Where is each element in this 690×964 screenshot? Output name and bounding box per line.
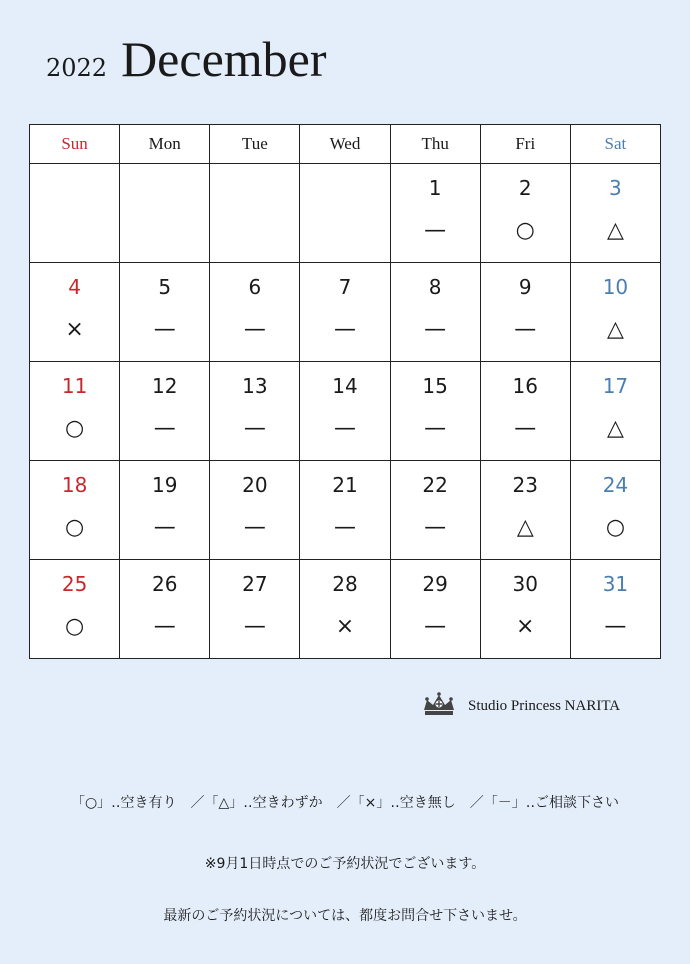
- weekday-tue: Tue: [210, 125, 300, 164]
- calendar-day-cell: [120, 560, 210, 659]
- calendar-day-cell: [300, 362, 390, 461]
- day-number: 18: [61, 473, 88, 497]
- availability-mark: △: [606, 416, 624, 441]
- availability-mark: —: [333, 515, 356, 540]
- day-number: [120, 176, 209, 202]
- availability-mark: [300, 218, 389, 244]
- studio-name: Studio Princess NARITA: [468, 697, 621, 714]
- calendar-day-cell: [300, 263, 390, 362]
- weekday-fri: Fri: [480, 125, 570, 164]
- day-number: 12: [151, 374, 178, 398]
- calendar-grid: [29, 124, 661, 659]
- day-number: 6: [248, 275, 262, 299]
- calendar-week-row: [30, 560, 661, 659]
- calendar-day-cell: [480, 362, 570, 461]
- availability-mark: —: [424, 614, 447, 639]
- day-number: 1: [428, 176, 442, 200]
- legend-note: 「○」‥空き有り ／「△」‥空きわずか ／「×」‥空き無し ／「－」‥ご相談下さい: [70, 795, 620, 811]
- availability-mark: —: [514, 416, 537, 441]
- calendar-day-cell: [390, 263, 480, 362]
- availability-mark: ○: [515, 218, 535, 243]
- calendar-day-cell: [210, 164, 300, 263]
- day-number: 14: [332, 374, 358, 398]
- day-number: 24: [602, 473, 629, 497]
- day-number: 3: [609, 176, 622, 200]
- day-number: [300, 176, 389, 202]
- availability-mark: —: [243, 515, 266, 540]
- availability-mark: —: [424, 317, 447, 342]
- availability-mark: ○: [64, 416, 85, 441]
- day-number: 4: [68, 275, 81, 299]
- availability-mark: —: [243, 416, 266, 441]
- calendar-day-cell: [30, 461, 120, 560]
- day-number: 19: [151, 473, 178, 497]
- calendar-day-cell: [480, 560, 570, 659]
- availability-mark: [210, 218, 299, 244]
- calendar-day-cell: [30, 263, 120, 362]
- day-number: 16: [512, 374, 538, 398]
- day-number: 15: [422, 374, 448, 398]
- month-title: December: [121, 31, 327, 87]
- day-number: 29: [422, 572, 448, 596]
- availability-mark: —: [424, 515, 447, 540]
- availability-mark: ○: [64, 614, 85, 639]
- calendar-day-cell: [210, 362, 300, 461]
- day-number: 13: [242, 374, 268, 398]
- calendar-day-cell: [120, 461, 210, 560]
- availability-mark: △: [606, 317, 624, 342]
- calendar-week-row: [30, 164, 661, 263]
- calendar-day-cell: [210, 461, 300, 560]
- availability-mark: —: [424, 416, 447, 441]
- day-number: 11: [61, 374, 88, 398]
- availability-mark: —: [424, 218, 447, 243]
- day-number: 23: [512, 473, 538, 497]
- calendar-day-cell: [210, 560, 300, 659]
- availability-mark: ○: [605, 515, 626, 540]
- calendar-day-cell: [570, 362, 660, 461]
- day-number: 21: [332, 473, 358, 497]
- day-number: 5: [158, 275, 172, 299]
- calendar-week-row: [30, 362, 661, 461]
- crown-icon: [420, 690, 458, 722]
- weekday-wed: Wed: [300, 125, 390, 164]
- day-number: 10: [602, 275, 629, 299]
- weekday-sun: Sun: [30, 125, 120, 164]
- availability-mark: —: [333, 416, 356, 441]
- day-number: 30: [512, 572, 538, 596]
- day-number: 9: [518, 275, 532, 299]
- weekday-mon: Mon: [120, 125, 210, 164]
- calendar-day-cell: [390, 362, 480, 461]
- calendar-week-row: [30, 263, 661, 362]
- calendar-day-cell: [30, 362, 120, 461]
- day-number: 27: [242, 572, 268, 596]
- day-number: 26: [151, 572, 178, 596]
- calendar-day-cell: [120, 263, 210, 362]
- calendar-day-cell: [480, 461, 570, 560]
- calendar-day-cell: [570, 263, 660, 362]
- availability-mark: ×: [516, 614, 535, 639]
- calendar-day-cell: [570, 560, 660, 659]
- availability-mark: —: [153, 614, 176, 639]
- day-number: 8: [428, 275, 442, 299]
- day-number: 7: [338, 275, 352, 299]
- weekday-sat: Sat: [570, 125, 660, 164]
- calendar-day-cell: [390, 461, 480, 560]
- day-number: 25: [61, 572, 88, 596]
- calendar-day-cell: [480, 263, 570, 362]
- day-number: 22: [422, 473, 448, 497]
- availability-mark: —: [333, 317, 356, 342]
- calendar-day-cell: [300, 164, 390, 263]
- contact-note: 最新のご予約状況については、都度お問合せ下さいませ。: [163, 908, 527, 924]
- year-label: 2022: [46, 54, 108, 82]
- calendar-day-cell: [120, 362, 210, 461]
- availability-mark: ×: [335, 614, 355, 639]
- day-number: 28: [332, 572, 358, 596]
- availability-mark: [30, 218, 119, 244]
- calendar-day-cell: [120, 164, 210, 263]
- calendar-day-cell: [570, 164, 660, 263]
- calendar-day-cell: [300, 461, 390, 560]
- day-number: [210, 176, 299, 202]
- availability-mark: ×: [65, 317, 84, 342]
- calendar-day-cell: [480, 164, 570, 263]
- calendar-day-cell: [30, 164, 120, 263]
- availability-mark: —: [153, 416, 176, 441]
- weekday-thu: Thu: [390, 125, 480, 164]
- availability-mark: —: [604, 614, 627, 639]
- day-number: 20: [242, 473, 268, 497]
- studio-logo: [420, 690, 620, 722]
- calendar-day-cell: [30, 560, 120, 659]
- availability-mark: —: [243, 317, 266, 342]
- calendar-day-cell: [210, 263, 300, 362]
- calendar-day-cell: [300, 560, 390, 659]
- availability-mark: △: [606, 218, 624, 243]
- calendar-header: [46, 30, 327, 88]
- availability-mark: △: [516, 515, 534, 540]
- day-number: [30, 176, 119, 202]
- calendar-day-cell: [390, 164, 480, 263]
- availability-mark: —: [153, 515, 176, 540]
- calendar-week-row: [30, 461, 661, 560]
- calendar-day-cell: [390, 560, 480, 659]
- availability-mark: —: [514, 317, 537, 342]
- availability-mark: —: [243, 614, 266, 639]
- weekday-header-row: [30, 125, 661, 164]
- availability-mark: —: [153, 317, 176, 342]
- status-note: ※9月1日時点でのご予約状況でございます。: [204, 856, 486, 872]
- day-number: 2: [518, 176, 532, 200]
- availability-mark: ○: [64, 515, 85, 540]
- day-number: 31: [602, 572, 629, 596]
- calendar-day-cell: [570, 461, 660, 560]
- availability-mark: [120, 218, 209, 244]
- day-number: 17: [602, 374, 629, 398]
